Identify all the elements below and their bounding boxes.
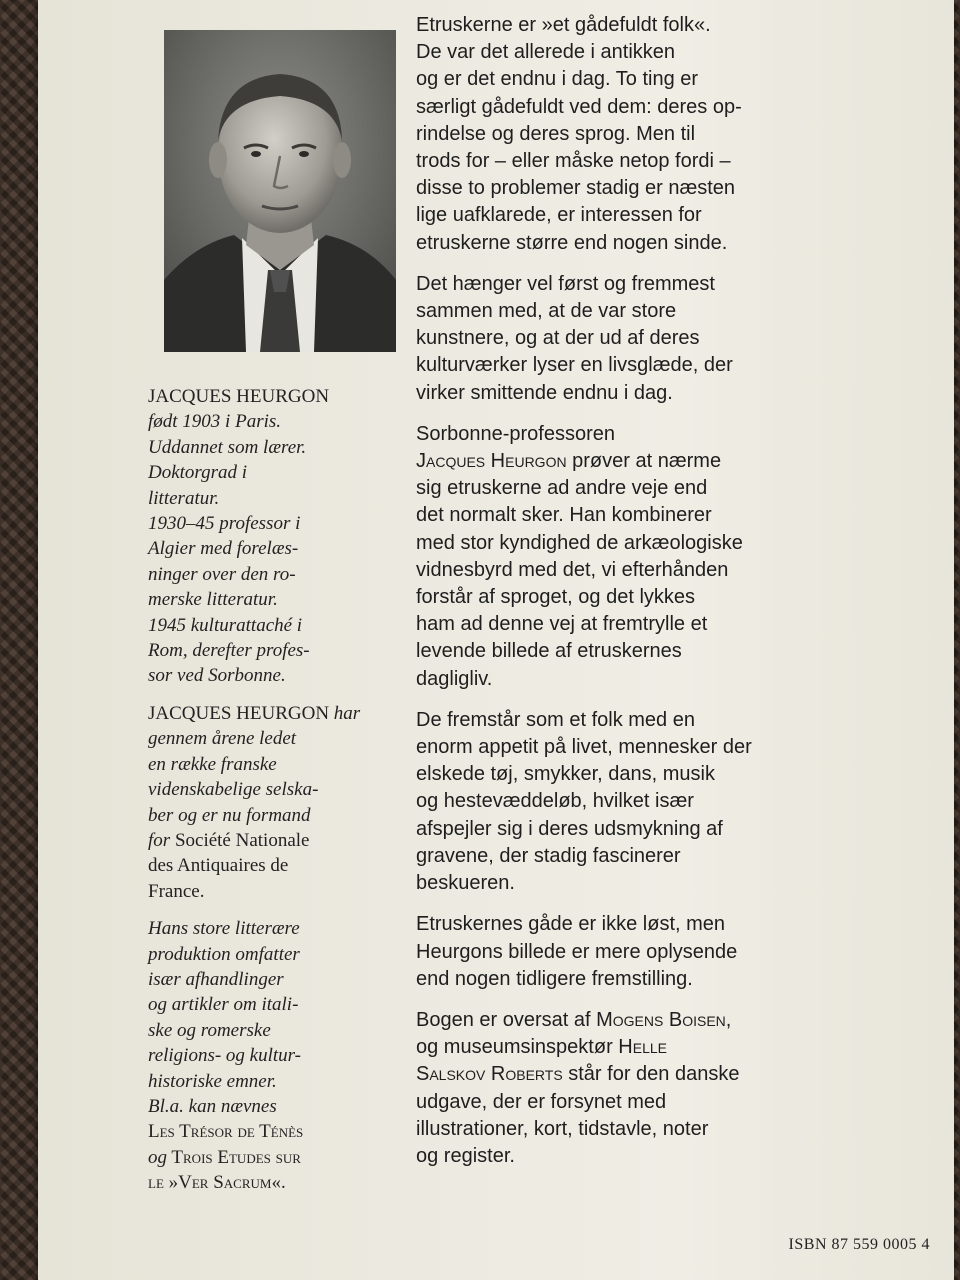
text-segment: levende billede af etruskernes	[416, 640, 682, 663]
text-segment: litteratur.	[148, 487, 220, 509]
text-segment: lige uafklarede, er interessen for	[416, 204, 702, 227]
text-segment: især afhandlinger	[148, 968, 284, 990]
text-segment: etruskerne større end nogen sinde.	[416, 231, 728, 254]
text-line	[416, 448, 886, 475]
text-segment: og hestevæddeløb, hvilket især	[416, 790, 694, 813]
text-segment: for	[148, 829, 175, 851]
text-line	[416, 1143, 886, 1170]
text-line	[148, 663, 380, 688]
text-line	[148, 460, 380, 485]
author-bio-paragraph	[148, 384, 380, 689]
text-line	[148, 726, 380, 751]
text-segment: dagligliv.	[416, 667, 493, 690]
text-line	[148, 701, 380, 726]
description-paragraph	[416, 707, 886, 897]
text-line	[416, 1089, 886, 1116]
text-segment: 1930–45 professor i	[148, 513, 301, 535]
text-segment: Doktorgrad i	[148, 462, 248, 484]
text-segment: historiske emner.	[148, 1070, 277, 1092]
text-segment: det normalt sker. Han kombinerer	[416, 504, 712, 527]
text-line	[416, 12, 886, 39]
text-line	[148, 638, 380, 663]
text-segment: end nogen tidligere fremstilling.	[416, 967, 693, 990]
text-segment: sammen med, at de var store	[416, 300, 677, 323]
description-paragraph	[416, 271, 886, 407]
text-segment: enorm appetit på livet, mennesker der	[416, 736, 752, 759]
text-segment: prøver at nærme	[566, 450, 722, 473]
text-line	[148, 879, 380, 904]
text-segment: Société Nationale	[174, 829, 310, 851]
text-segment: har	[329, 702, 361, 724]
text-line	[148, 1145, 380, 1170]
text-line	[148, 803, 380, 828]
text-line	[416, 121, 886, 148]
text-segment: sor ved Sorbonne.	[148, 665, 286, 687]
text-line	[416, 1034, 886, 1061]
text-segment: JACQUES HEURGON	[148, 702, 330, 724]
book-description-column	[416, 12, 886, 1184]
text-segment: trods for – eller måske netop fordi –	[416, 150, 731, 173]
text-line	[416, 843, 886, 870]
text-line	[416, 734, 886, 761]
text-segment: sig etruskerne ad andre veje end	[416, 477, 708, 500]
text-segment: Hans store litterære	[148, 918, 300, 940]
text-line	[148, 1069, 380, 1094]
text-line	[416, 530, 886, 557]
text-segment: med stor kyndighed de arkæologiske	[416, 531, 743, 554]
text-line	[416, 475, 886, 502]
text-segment: merske litteratur.	[148, 589, 278, 611]
text-segment: rindelse og deres sprog. Men til	[416, 122, 696, 145]
text-line	[416, 966, 886, 993]
text-line	[416, 352, 886, 379]
text-segment: og artikler om itali-	[148, 994, 299, 1016]
text-line	[416, 611, 886, 638]
text-line	[148, 992, 380, 1017]
text-segment: og	[148, 1146, 167, 1168]
text-line	[148, 435, 380, 460]
text-segment: afspejler sig i deres udsmykning af	[416, 817, 723, 840]
text-segment: født 1903 i Paris.	[148, 411, 282, 433]
text-segment: elskede tøj, smykker, dans, musik	[416, 763, 715, 786]
description-paragraph	[416, 1007, 886, 1170]
text-segment: ,	[725, 1008, 732, 1031]
text-segment: Sorbonne-professoren	[416, 422, 616, 445]
text-line	[148, 942, 380, 967]
text-segment: Det hænger vel først og fremmest	[416, 272, 715, 295]
text-segment: Etruskernes gåde er ikke løst, men	[416, 913, 726, 936]
text-line	[416, 666, 886, 693]
text-line	[416, 638, 886, 665]
text-segment: Bogen er oversat af	[416, 1008, 597, 1031]
text-segment: France.	[148, 880, 205, 902]
text-line	[148, 853, 380, 878]
text-segment: De var det allerede i antikken	[416, 41, 676, 64]
text-line	[148, 1170, 380, 1195]
text-segment: ber og er nu formand	[148, 804, 311, 826]
text-segment: vidnesbyrd med det, vi efterhånden	[416, 558, 729, 581]
text-segment: gennem årene ledet	[148, 728, 297, 750]
text-line	[148, 536, 380, 561]
author-biography-column	[148, 384, 380, 1208]
text-segment: 1945 kulturattaché i	[148, 614, 303, 636]
text-line	[148, 777, 380, 802]
text-line	[416, 202, 886, 229]
text-segment: videnskabelige selska-	[148, 779, 319, 801]
text-line	[416, 502, 886, 529]
text-line	[416, 911, 886, 938]
text-segment: Algier med forelæs-	[148, 538, 299, 560]
text-segment: Trois Etudes sur	[167, 1146, 301, 1168]
text-line	[148, 967, 380, 992]
text-line	[416, 1116, 886, 1143]
text-segment: kunstnere, og at der ud af deres	[416, 327, 700, 350]
text-line	[416, 271, 886, 298]
text-line	[148, 409, 380, 434]
text-segment: Jacques Heurgon	[416, 450, 567, 473]
text-line	[416, 175, 886, 202]
text-line	[416, 380, 886, 407]
text-segment: og er det endnu i dag. To ting er	[416, 68, 699, 91]
text-segment: Salskov Roberts	[416, 1063, 563, 1086]
text-line	[148, 1043, 380, 1068]
text-segment: Les Trésor de Ténès	[148, 1121, 304, 1143]
text-line	[416, 788, 886, 815]
text-line	[416, 230, 886, 257]
text-line	[148, 752, 380, 777]
text-line	[416, 816, 886, 843]
text-segment: des Antiquaires de	[148, 855, 289, 877]
text-segment: Uddannet som lærer.	[148, 436, 307, 458]
text-segment: Heurgons billede er mere oplysende	[416, 940, 738, 963]
text-segment: står for den danske	[562, 1063, 740, 1086]
text-segment: Helle	[618, 1036, 667, 1059]
text-segment: forstår af sproget, og det lykkes	[416, 586, 696, 609]
text-line	[416, 707, 886, 734]
text-segment: le »Ver Sacrum«.	[148, 1172, 286, 1194]
description-paragraph	[416, 911, 886, 993]
text-segment: ske og romerske	[148, 1019, 271, 1041]
text-segment: udgave, der er forsynet med	[416, 1090, 667, 1113]
text-line	[148, 486, 380, 511]
text-line	[416, 584, 886, 611]
text-segment: illustrationer, kort, tidstavle, noter	[416, 1117, 709, 1140]
text-segment: ham ad denne vej at fremtrylle et	[416, 613, 708, 636]
text-line	[148, 562, 380, 587]
text-line	[416, 870, 886, 897]
text-segment: Etruskerne er »et gådefuldt folk«.	[416, 14, 711, 36]
text-segment: religions- og kultur-	[148, 1045, 302, 1067]
isbn-number: ISBN 87 559 0005 4	[788, 1236, 930, 1253]
text-line	[148, 613, 380, 638]
author-portrait-photo	[164, 30, 396, 352]
text-segment: ninger over den ro-	[148, 563, 296, 585]
text-segment: produktion omfatter	[148, 943, 300, 965]
text-line	[148, 384, 380, 409]
text-line	[416, 66, 886, 93]
text-line	[416, 557, 886, 584]
text-line	[416, 148, 886, 175]
description-paragraph	[416, 12, 886, 257]
text-line	[416, 298, 886, 325]
text-line	[416, 761, 886, 788]
text-segment: Bl.a. kan nævnes	[148, 1095, 277, 1117]
text-line	[148, 828, 380, 853]
text-segment: virker smittende endnu i dag.	[416, 381, 673, 404]
text-segment: beskueren.	[416, 872, 515, 895]
text-segment: disse to problemer stadig er næsten	[416, 177, 736, 200]
text-line	[148, 511, 380, 536]
text-segment: Rom, derefter profes-	[148, 640, 310, 662]
text-segment: en række franske	[148, 753, 277, 775]
text-segment: og register.	[416, 1144, 515, 1167]
text-segment: gravene, der stadig fascinerer	[416, 844, 681, 867]
text-segment: De fremstår som et folk med en	[416, 708, 695, 731]
text-line	[416, 1007, 886, 1034]
text-line	[148, 1094, 380, 1119]
portrait-illustration	[164, 30, 396, 352]
text-line	[416, 39, 886, 66]
text-segment: Mogens Boisen	[596, 1008, 726, 1031]
text-line	[148, 916, 380, 941]
text-line	[416, 939, 886, 966]
author-works-paragraph	[148, 916, 380, 1195]
text-line	[148, 1018, 380, 1043]
text-line	[416, 325, 886, 352]
description-paragraph	[416, 421, 886, 693]
author-societies-paragraph	[148, 701, 380, 904]
text-line	[416, 94, 886, 121]
text-segment: og museumsinspektør	[416, 1036, 619, 1059]
text-line	[148, 587, 380, 612]
text-segment: særligt gådefuldt ved dem: deres op-	[416, 95, 742, 118]
text-segment: JACQUES HEURGON	[148, 386, 330, 407]
text-line	[416, 1061, 886, 1088]
text-line	[148, 1119, 380, 1144]
text-line	[416, 421, 886, 448]
text-segment: kulturværker lyser en livsglæde, der	[416, 354, 733, 377]
